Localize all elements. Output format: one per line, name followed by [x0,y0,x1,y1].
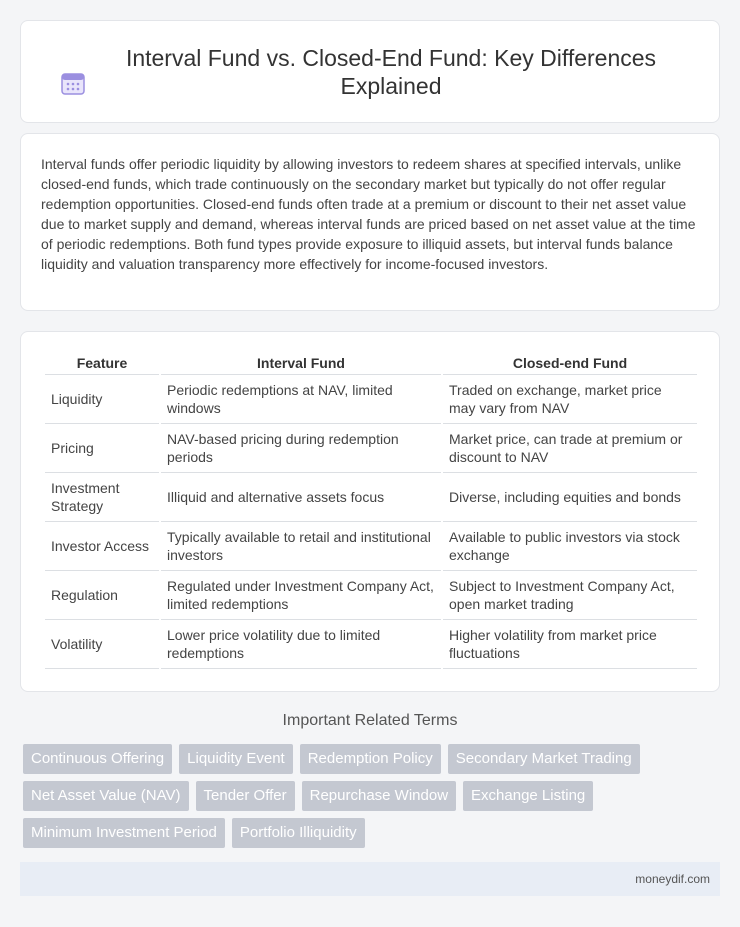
intro-card [20,133,720,311]
table-row [45,424,697,473]
interval-cell: NAV-based pricing during redemption periods [161,424,441,473]
comparison-table [43,352,699,669]
feature-cell: Investor Access [45,522,159,571]
header-feature: Feature [45,352,159,375]
term-tag[interactable]: Continuous Offering [23,744,172,774]
term-tag[interactable]: Portfolio Illiquidity [232,818,365,848]
intro-paragraph: Interval funds offer periodic liquidity by allowing investors to redeem shares at specified intervals, unlike closed-end funds, which trade continuously on the secondary market but typically do not offer regular redemption opportunities. Closed-end funds often trade at a premium or discount to their net asset value due to market supply and demand, whereas interval funds are priced based on net asset value at the time of periodic redemptions. Both fund types provide exposure to illiquid assets, but interval funds balance liquidity and valuation transparency more effectively for income-focused investors. [41,156,696,272]
feature-cell: Volatility [45,620,159,669]
feature-cell: Investment Strategy [45,473,159,522]
term-tag[interactable]: Net Asset Value (NAV) [23,781,189,811]
related-terms-list [23,744,703,848]
closed-end-cell: Market price, can trade at premium or discount to NAV [443,424,697,473]
calendar-icon [60,70,86,96]
closed-end-cell: Diverse, including equities and bonds [443,473,697,522]
table-header-row [45,352,697,375]
term-tag[interactable]: Secondary Market Trading [448,744,640,774]
closed-end-cell: Higher volatility from market price fluctuations [443,620,697,669]
title-card [20,20,720,123]
table-row [45,473,697,522]
term-tag[interactable]: Repurchase Window [302,781,456,811]
table-row [45,571,697,620]
table-row [45,375,697,424]
site-name[interactable]: moneydif.com [635,872,710,886]
closed-end-cell: Subject to Investment Company Act, open market trading [443,571,697,620]
feature-cell: Regulation [45,571,159,620]
term-tag[interactable]: Redemption Policy [300,744,441,774]
interval-cell: Illiquid and alternative assets focus [161,473,441,522]
term-tag[interactable]: Exchange Listing [463,781,593,811]
title-wrap [60,44,680,100]
closed-end-cell: Available to public investors via stock exchange [443,522,697,571]
related-terms-heading: Important Related Terms [282,712,458,729]
interval-cell: Periodic redemptions at NAV, limited windows [161,375,441,424]
footer [20,862,720,896]
term-tag[interactable]: Tender Offer [196,781,295,811]
table-row [45,522,697,571]
term-tag[interactable]: Liquidity Event [179,744,293,774]
header-interval-fund: Interval Fund [161,352,441,375]
page-title: Interval Fund vs. Closed-End Fund: Key Differences Explained [125,44,657,99]
closed-end-cell: Traded on exchange, market price may vary from NAV [443,375,697,424]
feature-cell: Pricing [45,424,159,473]
term-tag[interactable]: Minimum Investment Period [23,818,225,848]
table-row [45,620,697,669]
interval-cell: Regulated under Investment Company Act, limited redemptions [161,571,441,620]
feature-cell: Liquidity [45,375,159,424]
header-closed-end-fund: Closed-end Fund [443,352,697,375]
comparison-table-card [20,331,720,692]
interval-cell: Typically available to retail and institutional investors [161,522,441,571]
interval-cell: Lower price volatility due to limited redemptions [161,620,441,669]
